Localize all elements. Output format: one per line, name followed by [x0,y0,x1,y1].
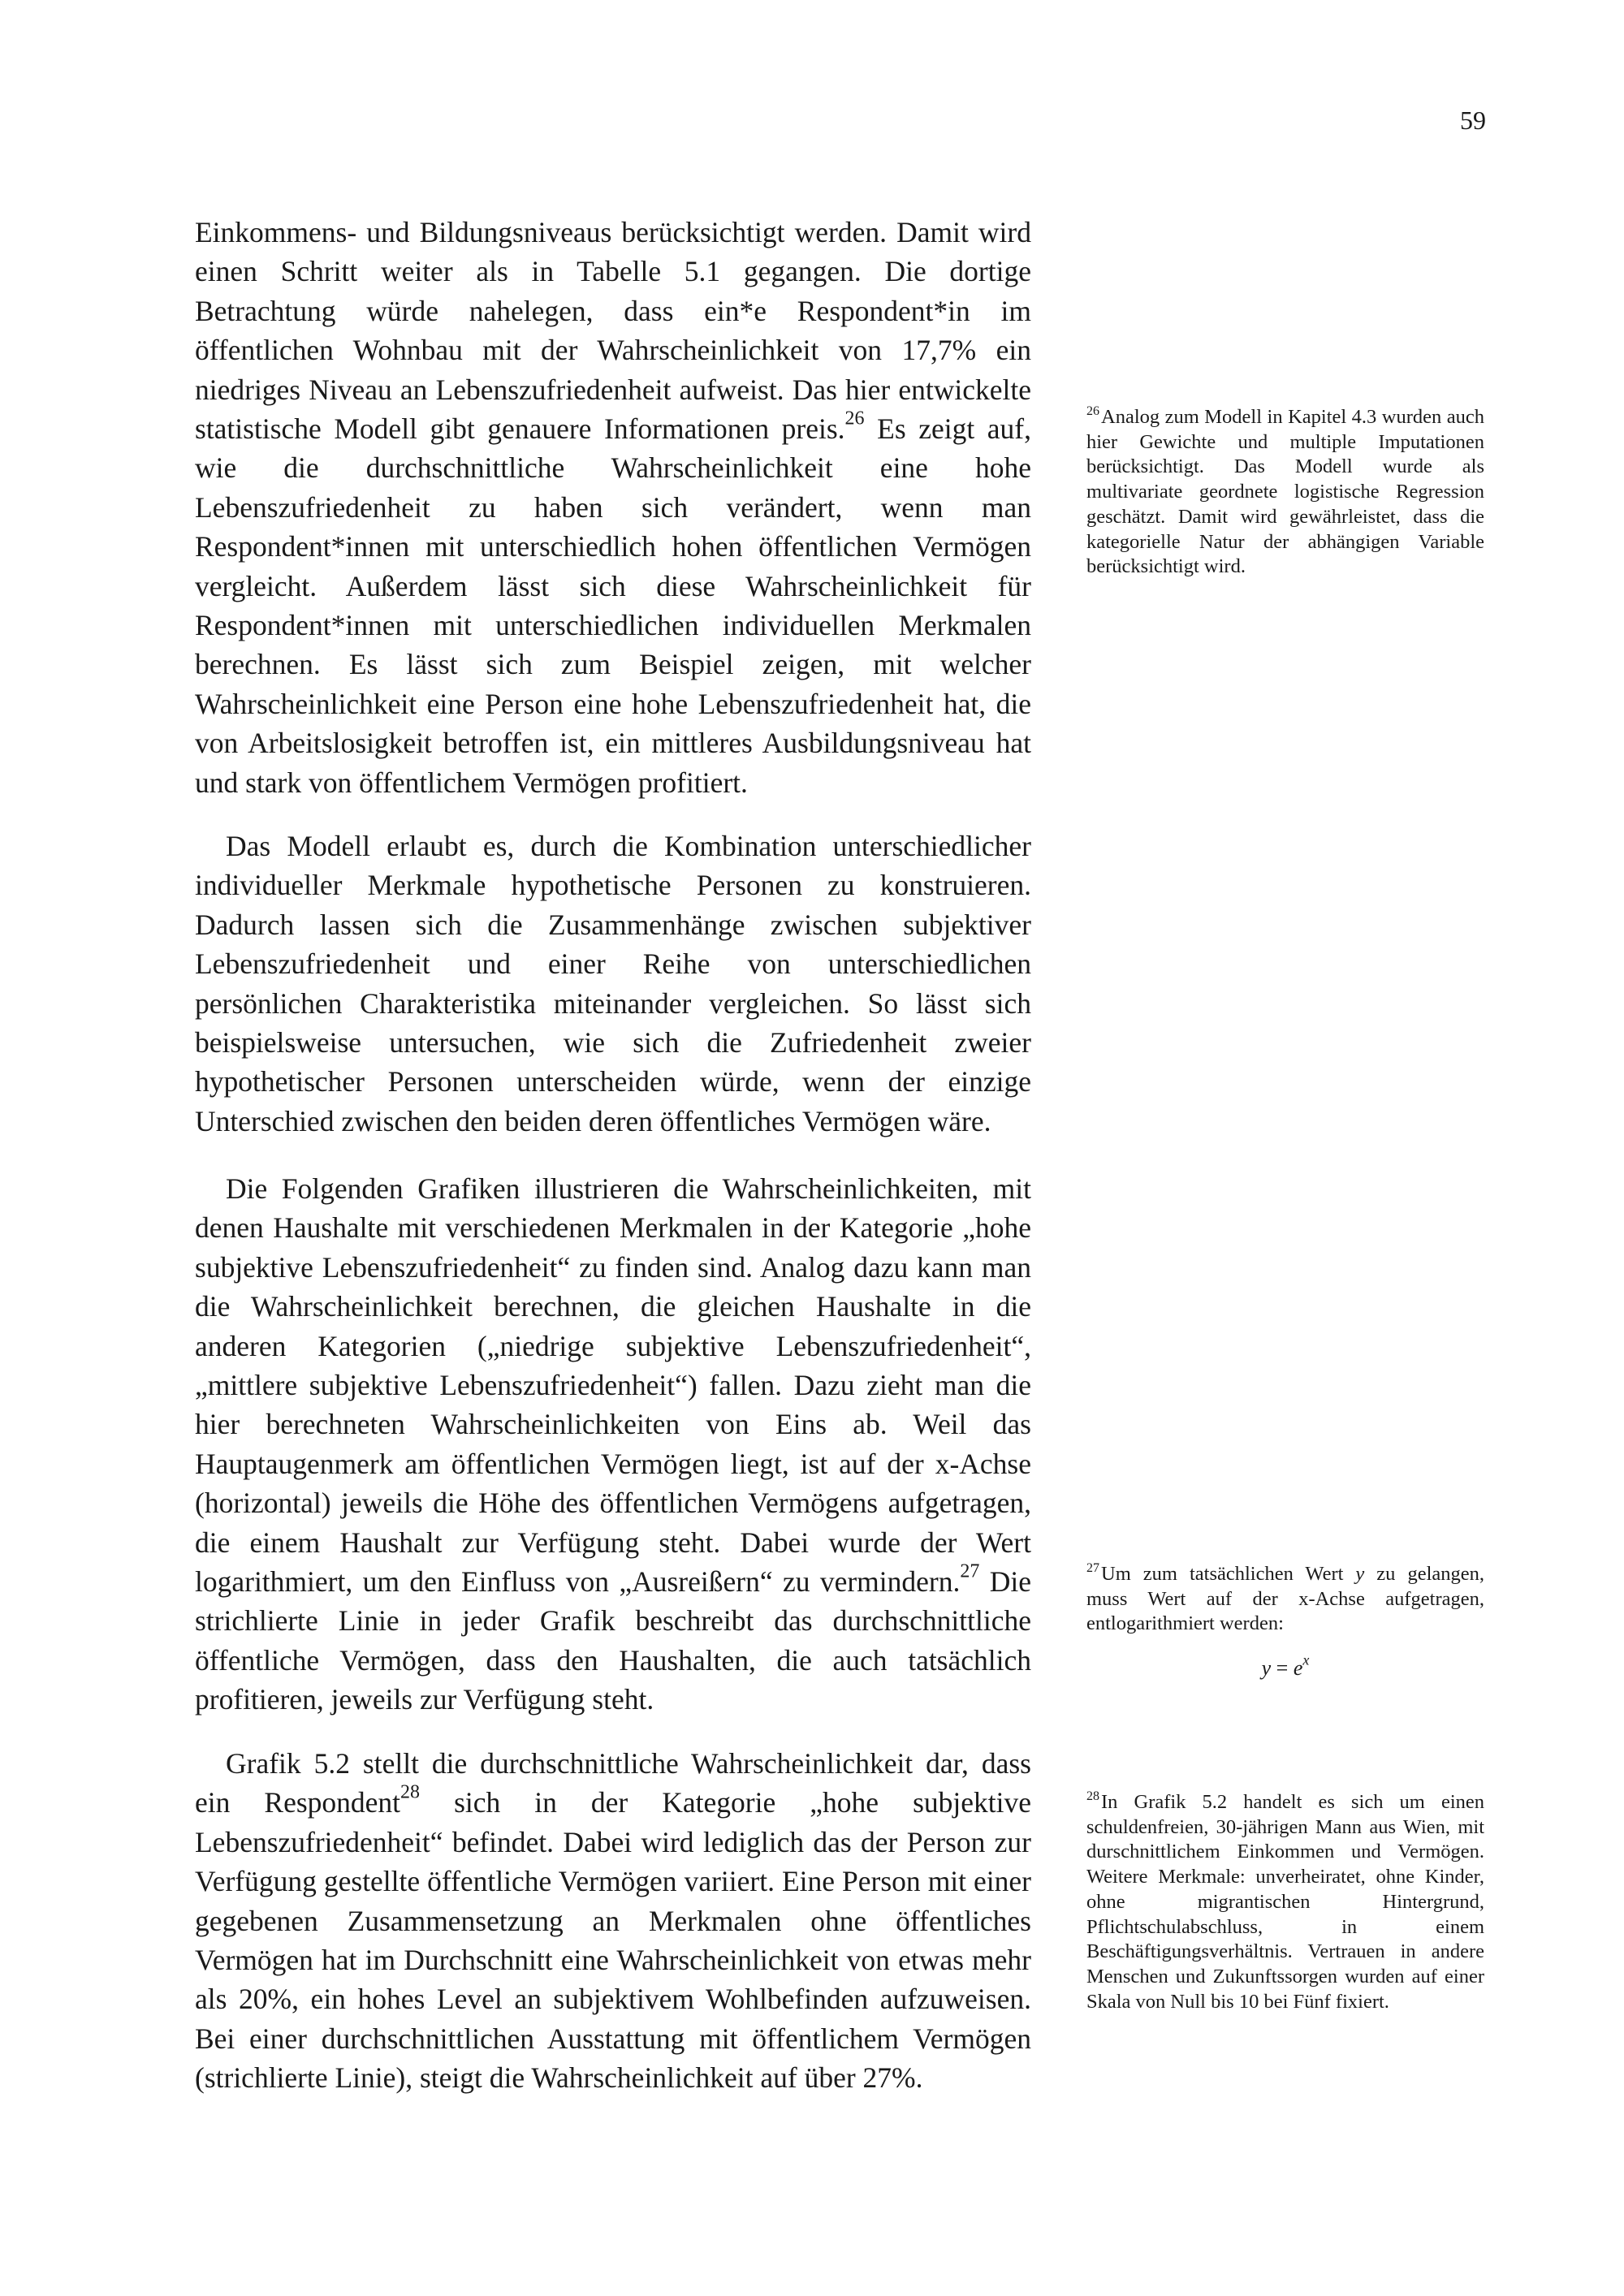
paragraph-text: sich in der Kategorie „hohe subjektive Lebenszufriedenheit“ befindet. Dabei wird lediglich das der Person zur Verfügung gestellte öffentliche Vermögen variiert. Eine Person mit einer gegebenen Zusammensetzung an Merkmalen ohne öffentliches Vermögen hat im Durchschnitt eine Wahrscheinlichkeit von etwas mehr als 20%, ein hohes Level an subjektivem Wohlbefinden aufzuweisen. Bei einer durchschnittlichen Ausstattung mit öffentlichem Vermögen (strichlierte Linie), steigt die Wahrscheinlichkeit auf über 27%. [195,1786,1031,2095]
body-paragraph-3 [195,1169,1031,1720]
footnote-ref-27[interactable]: 27 [960,1560,980,1582]
sidenote-26 [1086,405,1484,580]
body-paragraph-4 [195,1744,1031,2098]
footnote-ref-26[interactable]: 26 [844,408,865,429]
sidenote-number: 26 [1086,404,1099,418]
paragraph-text: Die Folgenden Grafiken illustrieren die Wahrscheinlichkeiten, mit denen Haushalte mit verschiedenen Merkmalen in der Kategorie „hohe subjektive Lebenszufriedenheit“ zu finden sind. Analog dazu kann man die Wahrscheinlichkeit berechnen, die gleichen Haushalte in die anderen Kategorien („niedrige subjektive Lebenszufriedenheit“, „mittlere subjektive Lebenszufriedenheit“) fallen. Dazu zieht man die hier berechneten Wahrscheinlichkeiten von Eins ab. Weil das Hauptaugenmerk am öffentlichen Vermögen liegt, ist auf der x-Achse (horizontal) jeweils die Höhe des öffentlichen Vermögens aufgetragen, die einem Haushalt zur Verfügung steht. Dabei wurde der Wert logarithmiert, um den Einfluss von „Ausreißern“ zu vermindern. [195,1172,1031,1599]
formula [1086,1651,1484,1681]
sidenote-text: zu gelangen, muss Wert auf der x-Achse aufgetragen, entlogarithmiert werden: [1086,1563,1484,1635]
sidenote-28 [1086,1790,1484,2014]
formula-lhs: y [1261,1656,1272,1681]
math-variable: y [1355,1563,1365,1585]
paragraph-text: Es zeigt auf, wie die durchschnittliche Wahrscheinlichkeit eine hohe Lebenszufriedenheit zu haben sich verändert, wenn man Respondent*innen mit unterschiedlich hohen öffentlichen Vermögen vergleicht. Außerdem lässt sich diese Wahrscheinlichkeit für Respondent*innen mit unterschiedlichen individuellen Merkmalen berechnen. Es lässt sich zum Beispiel zeigen, mit welcher Wahrscheinlichkeit eine Person eine hohe Lebenszufriedenheit hat, die von Arbeitslosigkeit betroffen ist, ein mittleres Ausbildungsniveau hat und stark von öffentlichem Vermögen profitiert. [195,412,1031,799]
sidenote-text: In Grafik 5.2 handelt es sich um einen schuldenfreien, 30-jährigen Mann aus Wien, mit durschnittlichem Einkommen und Vermögen. Weitere Merkmale: unverheiratet, ohne Kinder, ohne migrantischen Hintergrund, Pflichtschulabschluss, in einem Beschäftigungsverhältnis. Vertrauen in andere Menschen und Zukunftssorgen wurden auf einer Skala von Null bis 10 bei Fünf fixiert. [1086,1791,1484,2013]
formula-equals: = [1271,1656,1294,1681]
sidenote-27 [1086,1562,1484,1681]
formula-base: e [1293,1656,1303,1681]
paragraph-text: Die strichlierte Linie in jeder Grafik beschreibt das durchschnittliche öffentliche Vermögen, dass den Haushalten, die auch tatsächlich profitieren, jeweils zur Verfügung steht. [195,1565,1031,1716]
formula-exponent: x [1302,1651,1310,1668]
paragraph-text: Grafik 5.2 stellt die durchschnittliche Wahrscheinlichkeit dar, dass ein Respondent [195,1747,1031,1819]
body-paragraph-2 [195,826,1031,1141]
body-paragraph-1 [195,213,1031,802]
paragraph-text: Das Modell erlaubt es, durch die Kombination unterschiedlicher individueller Merkmale hypothetische Personen zu konstruieren. Dadurch lassen sich die Zusammenhänge zwischen subjektiver Lebenszufriedenheit und einer Reihe von unterschiedlichen persönlichen Charakteristika miteinander vergleichen. So lässt sich beispielsweise untersuchen, wie sich die Zufriedenheit zweier hypothetischer Personen unterscheiden würde, wenn der einzige Unterschied zwischen den beiden deren öffentliches Vermögen wäre. [195,830,1031,1137]
sidenote-number: 27 [1086,1560,1099,1575]
sidenote-text: Analog zum Modell in Kapitel 4.3 wurden auch hier Gewichte und multiple Imputationen berücksichtigt. Das Modell wurde als multivariate geordnete logistische Regression geschätzt. Damit wird gewährleistet, dass die kategorielle Natur der abhängigen Variable berücksichtigt wird. [1086,406,1484,578]
sidenote-number: 28 [1086,1789,1099,1803]
footnote-ref-28[interactable]: 28 [400,1782,421,1804]
sidenote-text: Um zum tatsächlichen Wert [1101,1563,1356,1585]
paragraph-text: Einkommens- und Bildungsniveaus berücksichtigt werden. Damit wird einen Schritt weiter als in Tabelle 5.1 gegangen. Die dortige Betrachtung würde nahelegen, dass ein*e Respondent*in im öffentlichen Wohnbau mit der Wahrscheinlichkeit von 17,7% ein niedriges Niveau an Lebenszufriedenheit aufweist. Das hier entwickelte statistische Modell gibt genauere Informationen preis. [195,216,1031,446]
page-number: 59 [1460,106,1486,135]
